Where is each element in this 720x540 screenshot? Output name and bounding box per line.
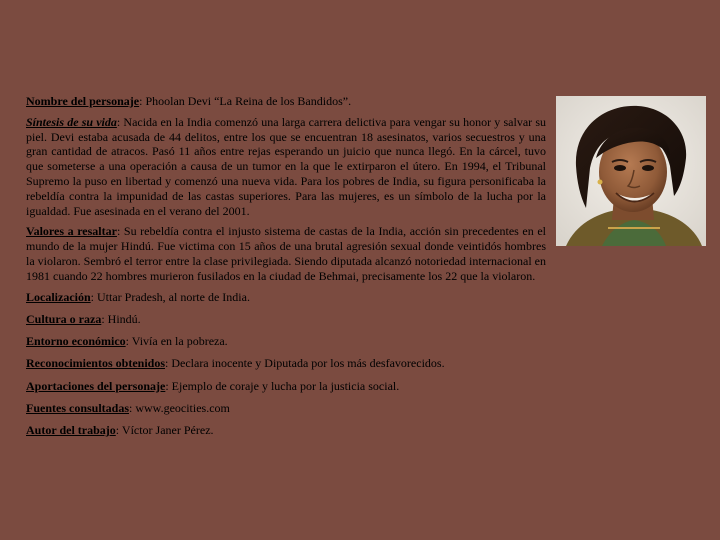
field-value: : www.geocities.com: [129, 401, 230, 416]
field-entorno: [26, 334, 546, 349]
field-label: Reconocimientos obtenidos: [26, 356, 165, 371]
profile-text: [26, 94, 546, 446]
field-value: : Hindú.: [101, 311, 141, 326]
field-nombre: [26, 94, 546, 109]
field-label: Entorno económico: [26, 334, 126, 349]
field-label: Valores a resaltar: [26, 224, 117, 239]
field-sintesis: [26, 115, 546, 219]
portrait-photo: [556, 96, 706, 246]
field-label: Nombre del personaje: [26, 94, 140, 108]
field-reconocimientos: [26, 356, 546, 371]
field-value: : Ejemplo de coraje y lucha por la justicia social.: [165, 378, 400, 393]
field-cultura: [26, 312, 546, 327]
field-localizacion: [26, 290, 546, 305]
field-value: : Uttar Pradesh, al norte de India.: [90, 289, 250, 304]
field-label: Aportaciones del personaje: [26, 378, 166, 393]
field-value: : Nacida en la India comenzó una larga carrera delictiva para vengar su honor y salvar su piel. Devi estaba acusada de 44 delitos, entre los que se encuentran 18 asesinatos, varios secuestros y una gran cantidad de atracos. Pasó 11 años entre rejas esperando un juicio que nunca llegó. En la cárcel, tuvo que someterse a una operación a causa de un tumor en la que le extirparon el útero. En 1994, el Tribunal Supremo la puso en libertad y comenzó una nueva vida. Para los pobres de India, su figura personificaba la rebeldía contra la impunidad de las castas superiores. Para las mujeres, es un símbolo de la lucha por la igualdad. Fue asesinada en el verano del 2001.: [26, 114, 546, 218]
field-autor: [26, 423, 546, 438]
field-value: : Vivía en la pobreza.: [125, 334, 228, 349]
field-label: Autor del trabajo: [26, 423, 116, 438]
field-valores: [26, 224, 546, 283]
field-label: Cultura o raza: [26, 311, 102, 326]
field-value: : Víctor Janer Pérez.: [115, 423, 214, 438]
field-fuentes: [26, 401, 546, 416]
field-label: Localización: [26, 289, 91, 304]
field-label: Síntesis de su vida: [26, 114, 117, 129]
field-aportaciones: [26, 379, 546, 394]
field-value: : Declara inocente y Diputada por los más desfavorecidos.: [165, 356, 445, 371]
portrait-image: [556, 96, 706, 246]
field-value: : Phoolan Devi “La Reina de los Bandidos”.: [139, 94, 352, 108]
field-label: Fuentes consultadas: [26, 401, 130, 416]
field-value: : Su rebeldía contra el injusto sistema de castas de la India, acción sin precedentes en el mundo de la mujer Hindú. Fue victima con 15 años de una brutal agresión sexual donde veintidós hombres la violaron. Sembró el terror entre la clase privilegiada. Siendo diputada alcanzó notoriedad internacional en 1981 cuando 22 hombres murieron fusilados en la ciudad de Behmai, precisamente los 22 que la violaron.: [26, 224, 547, 283]
